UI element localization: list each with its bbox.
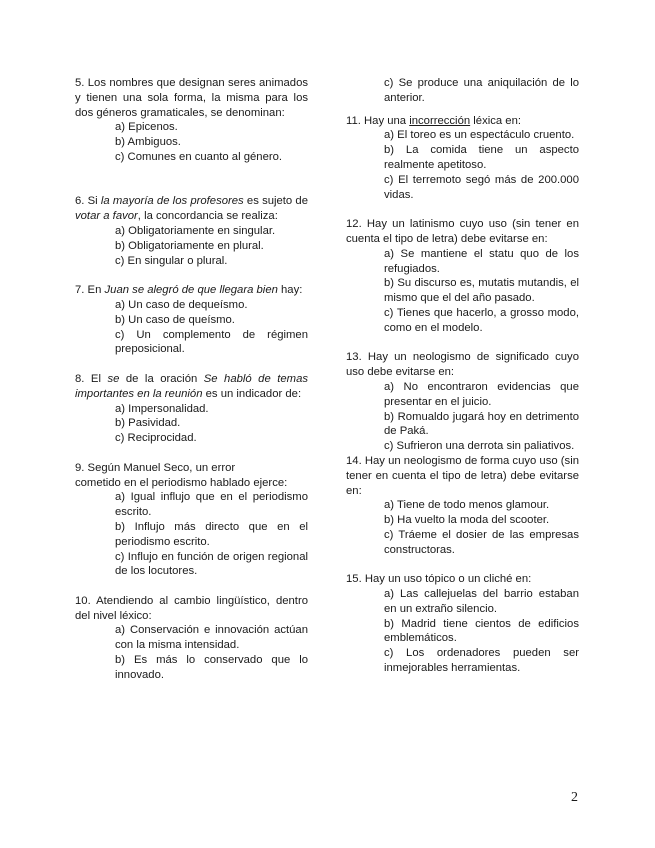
question-11-stem-post: léxica en: [470, 114, 522, 127]
question-8-italic-se: se [107, 372, 120, 385]
question-9-option-c: c) Influjo en función de origen regional de los locutores. [115, 550, 308, 578]
question-12 [346, 217, 579, 335]
question-8-stem-pre: 8. El [75, 372, 108, 385]
question-14-option-c: c) Tráeme el dosier de las empresas constructoras. [384, 528, 579, 556]
question-6-stem [75, 194, 308, 224]
question-14-option-b: b) Ha vuelto la moda del scooter. [384, 514, 550, 527]
question-8-stem-post: es un indicador de: [202, 387, 302, 400]
question-11-option-b: b) La comida tiene un aspecto realmente apetitoso. [384, 144, 579, 171]
question-11-underlined-word: incorrección [409, 114, 471, 127]
question-11-stem-pre: 11. Hay una [346, 114, 410, 127]
question-7-stem [75, 283, 308, 298]
question-14-stem: 14. Hay un neologismo de forma cuyo uso (sin tener en cuenta el tipo de letra) debe evitarse en: [346, 454, 579, 497]
question-13-option-b: b) Romualdo jugará hoy en detrimento de Paká. [384, 410, 579, 438]
question-6-option-b: b) Obligatoriamente en plural. [115, 239, 264, 252]
question-11-stem [346, 114, 579, 129]
question-6-italic-subject: la mayoría de los profesores [100, 195, 244, 208]
page-number: 2 [571, 790, 578, 805]
question-9-option-b: b) Influjo más directo que en el periodismo escrito. [115, 520, 308, 548]
question-7-option-a: a) Un caso de dequeísmo. [115, 298, 248, 311]
question-9-stem-line1: 9. Según Manuel Seco, un error [75, 461, 236, 474]
question-10-option-a: a) Conservación e innovación actúan con la misma intensidad. [115, 624, 308, 652]
question-6-option-c: c) En singular o plural. [115, 254, 228, 267]
question-8-option-b: b) Pasividad. [115, 417, 181, 430]
question-5-stem: 5. Los nombres que designan seres animados y tienen una sola forma, la misma para los dos géneros gramaticales, se denominan: [75, 77, 308, 119]
question-13-option-c: c) Sufrieron una derrota sin paliativos. [384, 440, 575, 453]
question-8-stem [75, 372, 308, 402]
question-12-stem: 12. Hay un latinismo cuyo uso (sin tener en cuenta el tipo de letra) debe evitarse en: [346, 218, 579, 245]
question-13-option-a: a) No encontraron evidencias que presentar en el juicio. [384, 380, 579, 408]
question-8 [75, 372, 308, 446]
question-10-stem: 10. Atendiendo al cambio lingüístico, dentro del nivel léxico: [75, 594, 308, 622]
question-7 [75, 283, 308, 357]
question-7-option-b: b) Un caso de queísmo. [115, 313, 235, 326]
question-8-option-c: c) Reciprocidad. [115, 432, 197, 445]
question-7-stem-pre: 7. En [75, 284, 105, 297]
question-6-italic-verb: votar a favor [75, 210, 138, 223]
question-9-stem-rest: cometido en el periodismo hablado ejerce: [75, 476, 288, 489]
question-12-option-c: c) Tienes que hacerlo, a grosso modo, como en el modelo. [384, 306, 579, 334]
question-14-option-a: a) Tiene de todo menos glamour. [384, 499, 550, 512]
question-7-italic-sentence: Juan se alegró de que llegara bien [104, 284, 278, 297]
question-15 [346, 572, 579, 676]
question-8-italic-sentence: Se habló de temas importantes en la reunión [75, 372, 308, 400]
left-column [75, 76, 308, 683]
question-13 [346, 350, 579, 454]
question-15-option-b: b) Madrid tiene cientos de edificios emblemáticos. [384, 617, 579, 645]
question-6 [75, 194, 308, 268]
question-10-option-c: c) Se produce una aniquilación de lo anterior. [384, 77, 579, 104]
question-6-stem-mid: es sujeto de [243, 195, 308, 208]
question-10-option-b: b) Es más lo conservado que lo innovado. [115, 654, 308, 681]
question-5 [75, 76, 308, 165]
question-6-stem-pre: 6. Si [75, 195, 101, 208]
question-14 [346, 454, 579, 558]
question-15-option-a: a) Las callejuelas del barrio estaban en un extraño silencio. [384, 588, 579, 615]
question-8-stem-mid: de la oración [119, 372, 204, 385]
question-9-option-a: a) Igual influjo que en el periodismo escrito. [115, 491, 308, 519]
question-15-stem: 15. Hay un uso tópico o un cliché en: [346, 573, 532, 586]
question-6-option-a: a) Obligatoriamente en singular. [115, 224, 276, 237]
question-11-option-c: c) El terremoto segó más de 200.000 vidas. [384, 173, 579, 201]
question-5-option-c: c) Comunes en cuanto al género. [115, 150, 283, 163]
question-11 [346, 114, 579, 203]
question-12-option-a: a) Se mantiene el statu quo de los refugiados. [384, 247, 579, 275]
question-10 [75, 594, 308, 683]
question-15-option-c: c) Los ordenadores pueden ser inmejorables herramientas. [384, 647, 579, 675]
question-8-option-a: a) Impersonalidad. [115, 402, 209, 415]
question-7-stem-post: hay: [277, 284, 303, 297]
question-13-stem: 13. Hay un neologismo de significado cuyo uso debe evitarse en: [346, 351, 579, 379]
question-12-option-b: b) Su discurso es, mutatis mutandis, el mismo que el del año pasado. [384, 277, 579, 305]
question-9 [75, 461, 308, 579]
question-5-option-a: a) Epicenos. [115, 121, 178, 134]
right-column [346, 76, 579, 676]
question-7-option-c: c) Un complemento de régimen preposicional. [115, 328, 308, 356]
question-6-stem-post: , la concordancia se realiza: [137, 210, 278, 223]
question-11-option-a: a) El toreo es un espectáculo cruento. [384, 129, 575, 142]
question-5-option-b: b) Ambiguos. [115, 136, 181, 149]
